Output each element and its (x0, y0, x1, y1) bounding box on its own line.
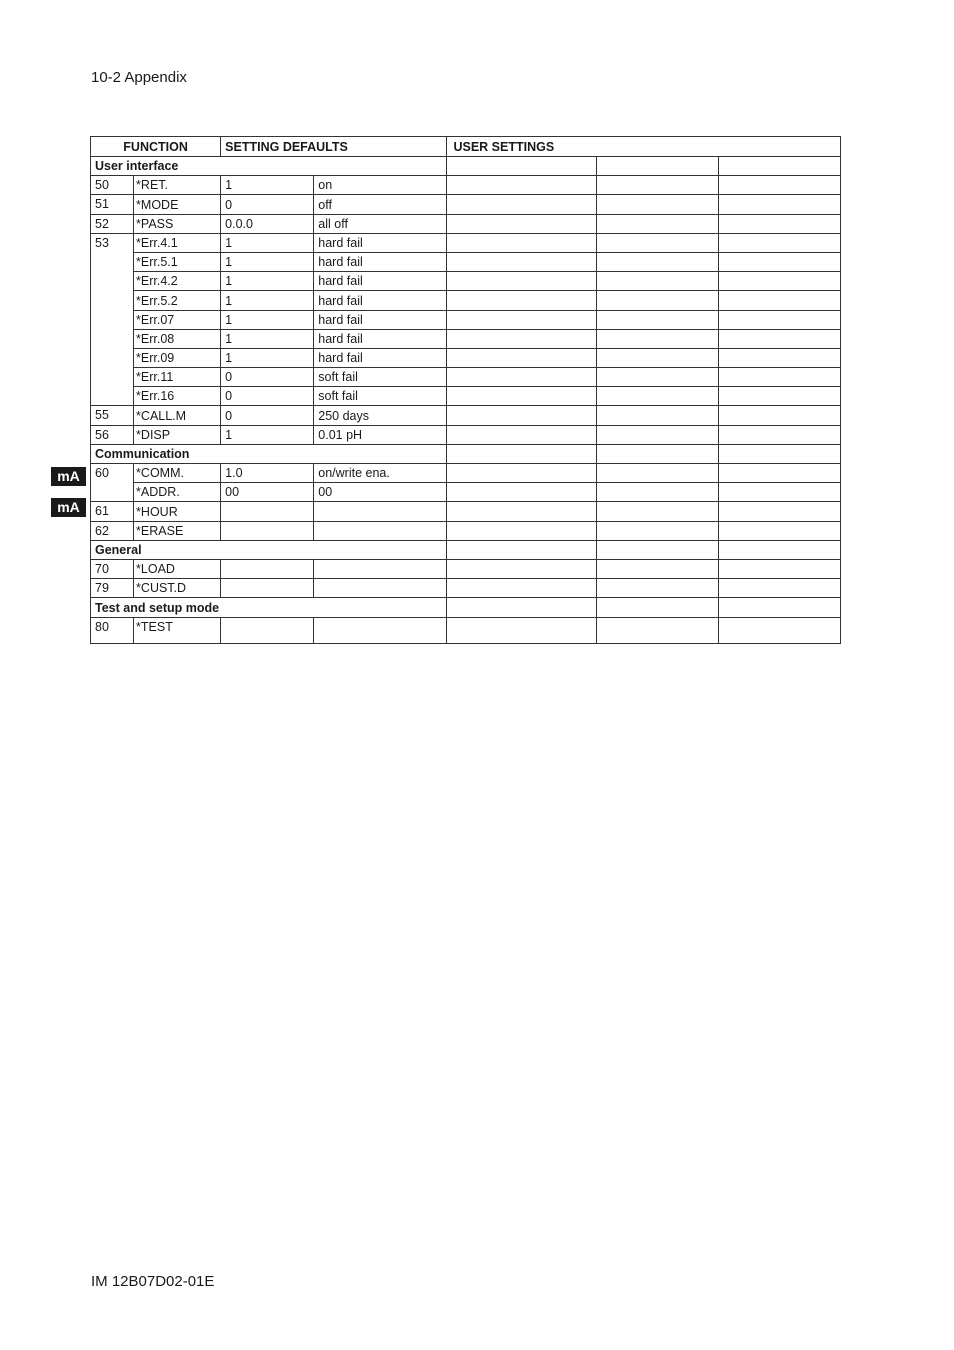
user-setting-cell (447, 291, 596, 310)
table-row (91, 521, 841, 540)
default-value (221, 617, 314, 643)
table-row (91, 502, 841, 521)
section-title: General (91, 540, 447, 559)
user-setting-cell (718, 444, 840, 463)
user-setting-cell (718, 464, 840, 483)
ma-badge: mA (51, 498, 86, 517)
function-name: *MODE (134, 195, 221, 214)
user-setting-cell (447, 348, 596, 367)
ma-badge: mA (51, 467, 86, 486)
user-setting-cell (447, 214, 596, 233)
default-description: off (314, 195, 447, 214)
default-value: 1 (221, 233, 314, 252)
table-row (91, 464, 841, 483)
default-value (221, 521, 314, 540)
function-name: *Err.08 (134, 329, 221, 348)
user-setting-cell (596, 310, 718, 329)
function-number: 55 (91, 406, 134, 425)
user-setting-cell (447, 559, 596, 578)
user-setting-cell (596, 348, 718, 367)
user-setting-cell (447, 464, 596, 483)
table-row (91, 406, 841, 425)
user-setting-cell (596, 195, 718, 214)
function-number: 61 (91, 502, 134, 521)
function-name: *DISP (134, 425, 221, 444)
function-number: 80 (91, 617, 134, 643)
section-row (91, 157, 841, 176)
default-description: all off (314, 214, 447, 233)
default-value: 1 (221, 272, 314, 291)
user-setting-cell (718, 502, 840, 521)
function-number: 51 (91, 195, 134, 214)
function-number: 79 (91, 579, 134, 598)
function-name: *Err.11 (134, 368, 221, 387)
table-row (91, 483, 841, 502)
default-description (314, 502, 447, 521)
function-name: *Err.16 (134, 387, 221, 406)
header-user-settings: USER SETTINGS (447, 137, 841, 157)
user-setting-cell (447, 195, 596, 214)
default-value: 1 (221, 425, 314, 444)
function-name: *TEST (134, 617, 221, 643)
header-setting-defaults: SETTING DEFAULTS (221, 137, 447, 157)
function-name: *Err.07 (134, 310, 221, 329)
table-row (91, 387, 841, 406)
function-name: *Err.4.2 (134, 272, 221, 291)
user-setting-cell (447, 272, 596, 291)
user-setting-cell (718, 559, 840, 578)
function-number: 70 (91, 559, 134, 578)
user-setting-cell (596, 233, 718, 252)
user-setting-cell (596, 252, 718, 271)
table-body (91, 137, 841, 644)
default-description: soft fail (314, 387, 447, 406)
user-setting-cell (718, 368, 840, 387)
user-setting-cell (447, 176, 596, 195)
default-description: 0.01 pH (314, 425, 447, 444)
user-setting-cell (718, 214, 840, 233)
function-name: *Err.5.2 (134, 291, 221, 310)
default-value: 0 (221, 387, 314, 406)
table-row (91, 176, 841, 195)
user-setting-cell (596, 425, 718, 444)
user-setting-cell (596, 521, 718, 540)
page-header: 10-2 Appendix (91, 69, 187, 86)
function-number: 60 (91, 464, 134, 502)
user-setting-cell (447, 157, 596, 176)
user-setting-cell (447, 483, 596, 502)
default-value (221, 559, 314, 578)
default-value: 0 (221, 195, 314, 214)
section-row (91, 444, 841, 463)
default-value: 1 (221, 291, 314, 310)
user-setting-cell (596, 214, 718, 233)
default-description: hard fail (314, 233, 447, 252)
default-value (221, 579, 314, 598)
table-row (91, 272, 841, 291)
user-setting-cell (718, 540, 840, 559)
default-description: hard fail (314, 272, 447, 291)
table-row (91, 233, 841, 252)
default-value: 1 (221, 252, 314, 271)
user-setting-cell (447, 329, 596, 348)
user-setting-cell (718, 252, 840, 271)
user-setting-cell (718, 579, 840, 598)
default-description (314, 559, 447, 578)
default-value: 0 (221, 368, 314, 387)
default-value: 00 (221, 483, 314, 502)
default-value: 1 (221, 348, 314, 367)
user-setting-cell (718, 521, 840, 540)
function-name: *CUST.D (134, 579, 221, 598)
user-setting-cell (596, 540, 718, 559)
function-name: *Err.09 (134, 348, 221, 367)
table-header-row (91, 137, 841, 157)
settings-table (90, 136, 841, 644)
page-footer: IM 12B07D02-01E (91, 1273, 215, 1290)
user-setting-cell (447, 617, 596, 643)
user-setting-cell (596, 329, 718, 348)
user-setting-cell (596, 272, 718, 291)
table-row (91, 310, 841, 329)
default-description: on/write ena. (314, 464, 447, 483)
default-description (314, 617, 447, 643)
table-row (91, 559, 841, 578)
user-setting-cell (718, 617, 840, 643)
function-name: *CALL.M (134, 406, 221, 425)
default-description: hard fail (314, 291, 447, 310)
user-setting-cell (718, 406, 840, 425)
user-setting-cell (447, 406, 596, 425)
user-setting-cell (596, 444, 718, 463)
function-name: *Err.4.1 (134, 233, 221, 252)
default-description: 250 days (314, 406, 447, 425)
user-setting-cell (596, 598, 718, 617)
user-setting-cell (718, 483, 840, 502)
default-value: 1 (221, 176, 314, 195)
section-title: User interface (91, 157, 447, 176)
user-setting-cell (596, 406, 718, 425)
user-setting-cell (718, 329, 840, 348)
table-row (91, 368, 841, 387)
table-row (91, 329, 841, 348)
user-setting-cell (718, 195, 840, 214)
default-value (221, 502, 314, 521)
table-row (91, 214, 841, 233)
function-name: *Err.5.1 (134, 252, 221, 271)
user-setting-cell (718, 598, 840, 617)
default-description: hard fail (314, 348, 447, 367)
default-description (314, 521, 447, 540)
user-setting-cell (718, 157, 840, 176)
default-value: 1 (221, 310, 314, 329)
default-description: hard fail (314, 310, 447, 329)
function-number: 62 (91, 521, 134, 540)
table-row (91, 425, 841, 444)
default-description: hard fail (314, 329, 447, 348)
function-name: *COMM. (134, 464, 221, 483)
header-function: FUNCTION (91, 137, 221, 157)
user-setting-cell (447, 444, 596, 463)
user-setting-cell (718, 176, 840, 195)
function-name: *PASS (134, 214, 221, 233)
user-setting-cell (447, 425, 596, 444)
default-value: 0.0.0 (221, 214, 314, 233)
user-setting-cell (718, 348, 840, 367)
user-setting-cell (447, 521, 596, 540)
user-setting-cell (596, 559, 718, 578)
user-setting-cell (447, 310, 596, 329)
user-setting-cell (596, 387, 718, 406)
function-number: 50 (91, 176, 134, 195)
user-setting-cell (596, 157, 718, 176)
user-setting-cell (718, 310, 840, 329)
user-setting-cell (718, 387, 840, 406)
user-setting-cell (447, 579, 596, 598)
default-description: soft fail (314, 368, 447, 387)
table-row (91, 579, 841, 598)
user-setting-cell (596, 617, 718, 643)
default-description: on (314, 176, 447, 195)
user-setting-cell (596, 483, 718, 502)
default-value: 0 (221, 406, 314, 425)
user-setting-cell (596, 176, 718, 195)
function-number: 52 (91, 214, 134, 233)
table-row (91, 291, 841, 310)
section-title: Test and setup mode (91, 598, 447, 617)
section-row (91, 598, 841, 617)
default-description (314, 579, 447, 598)
user-setting-cell (447, 502, 596, 521)
user-setting-cell (447, 598, 596, 617)
function-number: 53 (91, 233, 134, 406)
user-setting-cell (447, 368, 596, 387)
function-name: *ADDR. (134, 483, 221, 502)
user-setting-cell (718, 233, 840, 252)
table-row (91, 195, 841, 214)
user-setting-cell (596, 368, 718, 387)
table-row (91, 617, 841, 643)
function-name: *RET. (134, 176, 221, 195)
user-setting-cell (718, 291, 840, 310)
user-setting-cell (447, 540, 596, 559)
section-title: Communication (91, 444, 447, 463)
function-name: *LOAD (134, 559, 221, 578)
user-setting-cell (596, 502, 718, 521)
user-setting-cell (596, 291, 718, 310)
function-number: 56 (91, 425, 134, 444)
default-value: 1.0 (221, 464, 314, 483)
default-description: hard fail (314, 252, 447, 271)
user-setting-cell (596, 464, 718, 483)
user-setting-cell (447, 233, 596, 252)
section-row (91, 540, 841, 559)
user-setting-cell (596, 579, 718, 598)
function-name: *ERASE (134, 521, 221, 540)
table-row (91, 348, 841, 367)
table-row (91, 252, 841, 271)
user-setting-cell (447, 387, 596, 406)
user-setting-cell (718, 425, 840, 444)
user-setting-cell (447, 252, 596, 271)
user-setting-cell (718, 272, 840, 291)
default-description: 00 (314, 483, 447, 502)
function-name: *HOUR (134, 502, 221, 521)
default-value: 1 (221, 329, 314, 348)
